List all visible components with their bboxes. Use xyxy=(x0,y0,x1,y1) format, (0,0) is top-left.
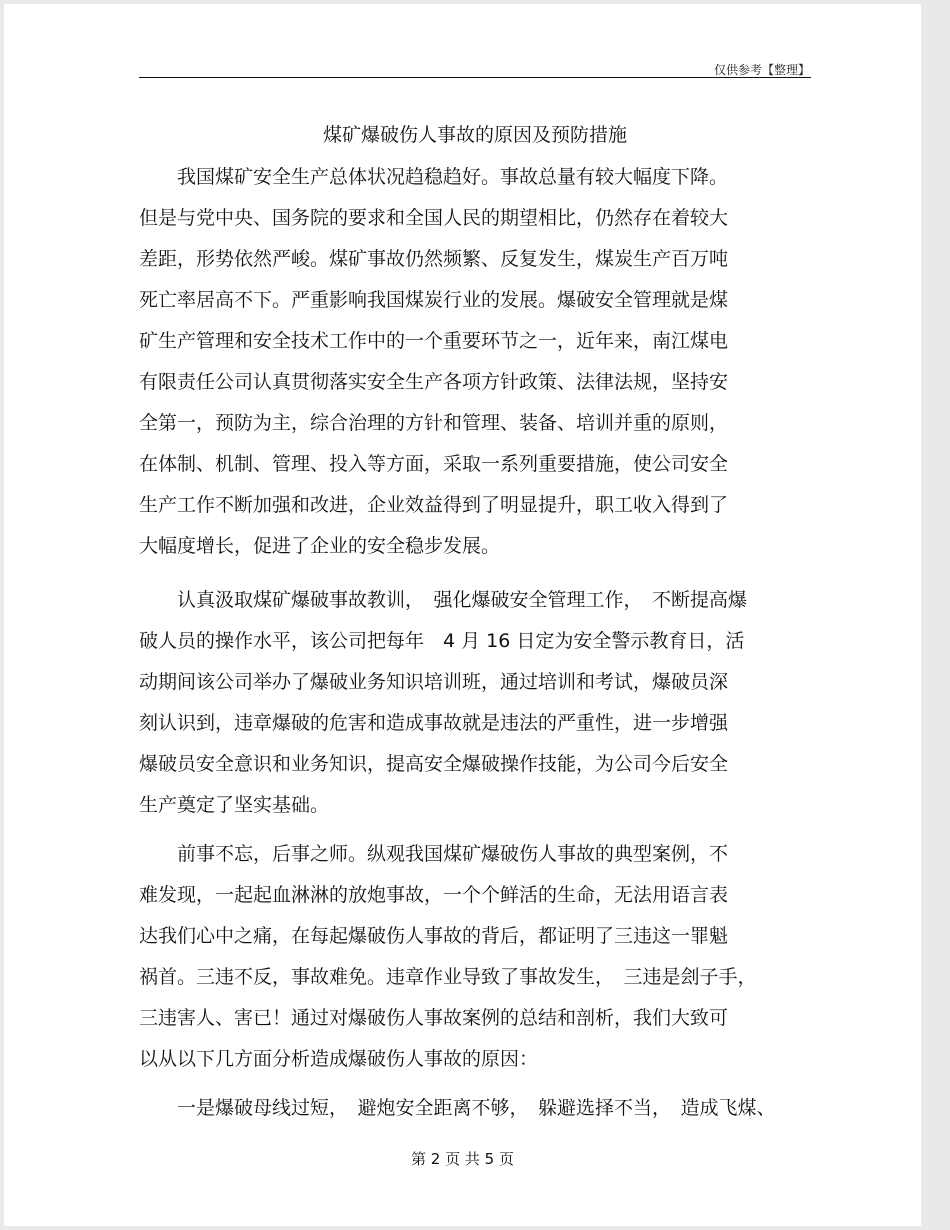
page-number: 第 2 页 共 5 页 xyxy=(411,1150,514,1168)
body-line: 有限责任公司认真贯彻落实安全生产各项方针政策、法律法规，坚持安 xyxy=(139,371,729,393)
body-line: 刻认识到，违章爆破的危害和造成事故就是违法的严重性，进一步增强 xyxy=(139,712,729,734)
page-title: 煤矿爆破伤人事故的原因及预防措施 xyxy=(322,124,627,146)
body-line: 我国煤矿安全生产总体状况趋稳趋好。事故总量有较大幅度下降。 xyxy=(139,166,729,188)
body-line: 祸首。三违不反，事故难免。违章作业导致了事故发生， 三违是刽子手， xyxy=(139,966,757,988)
body-line: 以从以下几方面分析造成爆破伤人事故的原因： xyxy=(139,1048,539,1070)
body-line: 在体制、机制、管理、投入等方面，采取一系列重要措施，使公司安全 xyxy=(139,453,729,475)
body-line: 一是爆破母线过短， 避炮安全距离不够， 躲避选择不当， 造成飞煤、 xyxy=(139,1097,776,1119)
body-line: 但是与党中央、国务院的要求和全国人民的期望相比，仍然存在着较大 xyxy=(139,207,729,229)
body-line: 前事不忘，后事之师。纵观我国煤矿爆破伤人事故的典型案例，不 xyxy=(139,843,729,865)
body-line: 生产奠定了坚实基础。 xyxy=(139,794,330,816)
body-line: 死亡率居高不下。严重影响我国煤炭行业的发展。爆破安全管理就是煤 xyxy=(139,289,729,311)
body-line: 矿生产管理和安全技术工作中的一个重要环节之一，近年来，南江煤电 xyxy=(139,330,729,352)
body-line: 认真汲取煤矿爆破事故教训， 强化爆破安全管理工作， 不断提高爆 xyxy=(139,589,748,611)
body-line: 难发现，一起起血淋淋的放炮事故，一个个鲜活的生命，无法用语言表 xyxy=(139,884,729,906)
body-line: 三违害人、害已！通过对爆破伤人事故案例的总结和剖析，我们大致可 xyxy=(139,1007,729,1029)
body-line: 全第一，预防为主，综合治理的方针和管理、装备、培训并重的原则， xyxy=(139,412,729,434)
body-line: 生产工作不断加强和改进，企业效益得到了明显提升，职工收入得到了 xyxy=(139,494,729,516)
header-note: 仅供参考【整理】 xyxy=(713,63,810,77)
body-line: 爆破员安全意识和业务知识，提高安全爆破操作技能，为公司今后安全 xyxy=(139,753,729,775)
body-line: 差距，形势依然严峻。煤矿事故仍然频繁、反复发生，煤炭生产百万吨 xyxy=(139,248,729,270)
body-line: 破人员的操作水平，该公司把每年 4 月 16 日定为安全警示教育日，活 xyxy=(139,630,745,652)
document-page xyxy=(4,4,921,1226)
body-line: 大幅度增长，促进了企业的安全稳步发展。 xyxy=(139,535,501,557)
header-rule xyxy=(139,77,811,78)
body-line: 达我们心中之痛，在每起爆破伤人事故的背后，都证明了三违这一罪魁 xyxy=(139,925,729,947)
body-line: 动期间该公司举办了爆破业务知识培训班，通过培训和考试，爆破员深 xyxy=(139,671,729,693)
